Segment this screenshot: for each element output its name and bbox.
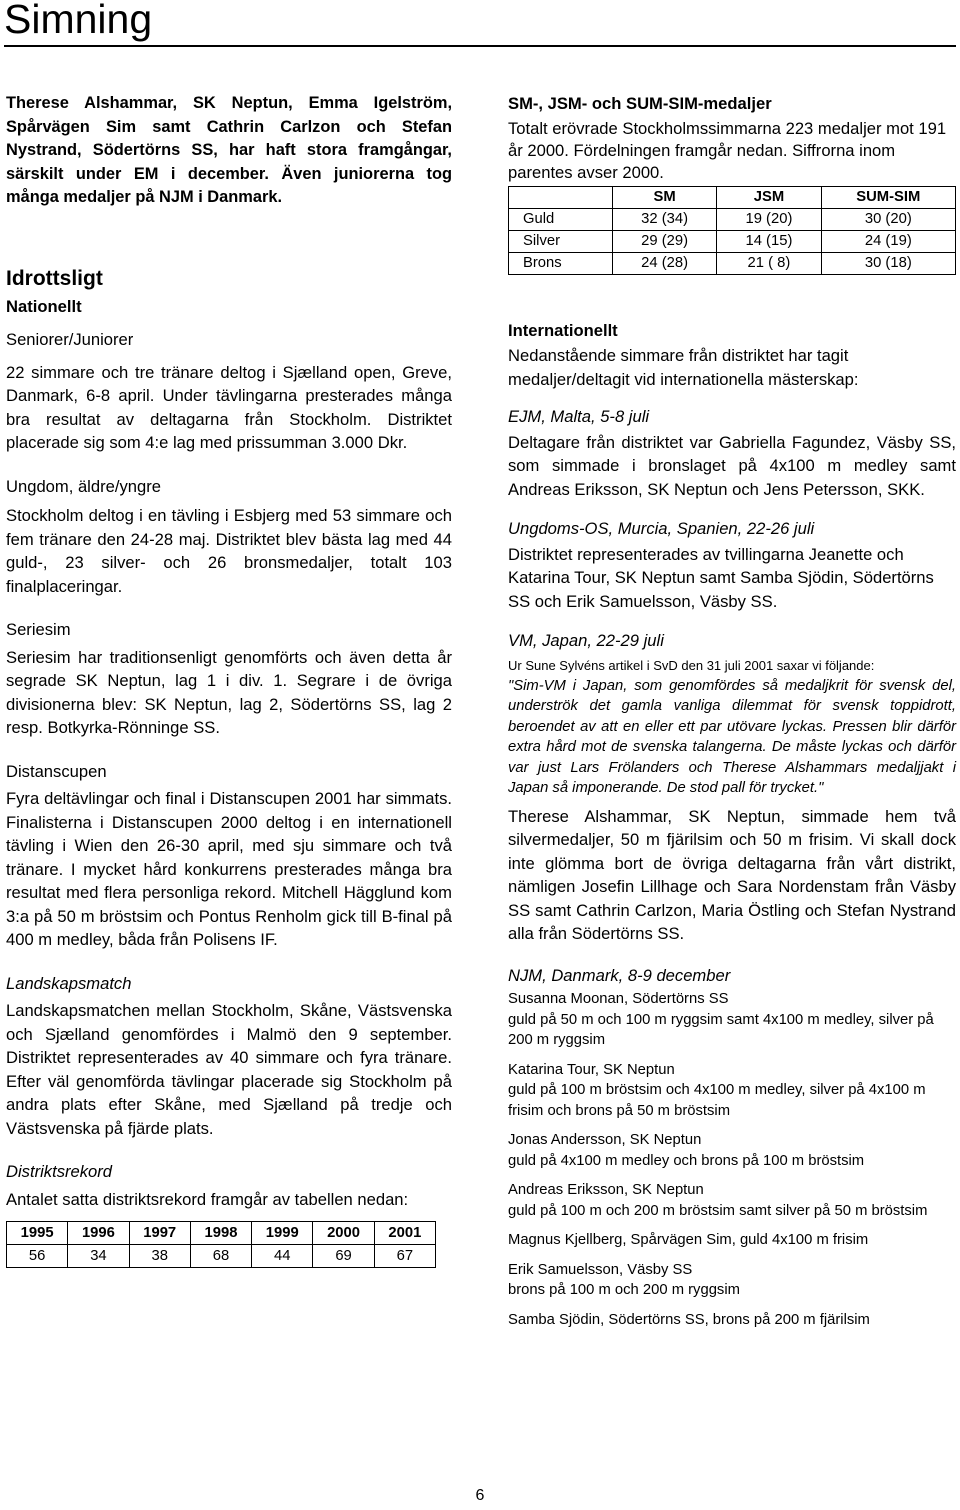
- records-table: [6, 1221, 436, 1268]
- records-year-cell: 1997: [129, 1222, 190, 1245]
- medals-cell: Guld: [509, 208, 613, 230]
- distriktsrekord-text: Antalet satta distriktsrekord framgår av tabellen nedan:: [6, 1189, 409, 1209]
- njm-entry: [508, 1130, 956, 1171]
- records-year-cell: 2000: [313, 1222, 374, 1245]
- medals-cell: 14 (15): [717, 230, 821, 252]
- medals-cell: Brons: [509, 252, 613, 274]
- njm-list: [508, 989, 956, 1330]
- njm-entry-name: Andreas Eriksson, SK Neptun: [508, 1182, 704, 1198]
- medals-table: [508, 186, 956, 275]
- njm-entry-result: guld på 50 m och 100 m ryggsim samt 4x100 m medley, silver på 200 m ryggsim: [508, 1011, 934, 1048]
- section-title: Idrottsligt: [6, 266, 103, 290]
- right-column: [508, 92, 956, 1330]
- medals-row: [509, 252, 956, 274]
- ungdom-text: Stockholm deltog i en tävling i Esbjerg med 53 simmare och fem tränare den 24-28 maj. Distriktet blev bästa lag med 44 guld-, 23 silver- och 26 bronsmedaljer, totalt 103 finalplaceringar.: [6, 506, 452, 596]
- medals-cell: 19 (20): [717, 208, 821, 230]
- medals-row: [509, 208, 956, 230]
- distanscupen-text: Fyra deltävlingar och final i Distanscupen 2001 har simmats. Finalisterna i Distanscupen 2000 deltog i en internationell tävling i Wien den 26-30 april, med sju simmare och två tränare. I mycket hård konkurrens presterades många bra resultat med flera personliga rekord. Mitchell Hägglund kom 3:a på 50 m bröstsim och Pontus Renholm gick till B-final på 400 m medley, båda från Polisens IF.: [6, 789, 452, 950]
- medals-cell: Silver: [509, 230, 613, 252]
- seniorer-text: 22 simmare och tre tränare deltog i Sjælland open, Greve, Danmark, 6-8 april. Under tävlingarna presterades många bra resultat av deltagarna från Stockholm. Distriktet placerade sig som 4:e lag med prissumman 3.000 Dkr.: [6, 362, 452, 453]
- njm-entry-name: Susanna Moonan, Södertörns SS: [508, 991, 729, 1007]
- lead-paragraph: Therese Alshammar, SK Neptun, Emma Igelström, Spårvägen Sim samt Cathrin Carlzon och Stefan Nystrand, Södertörns SS, har haft stora framgångar, särskilt under EM i december. Även juniorerna tog många medaljer på NJM i Danmark.: [6, 94, 452, 207]
- medals-cell: 30 (18): [821, 252, 955, 274]
- njm-entry: [508, 1310, 956, 1331]
- records-year-cell: 1999: [252, 1222, 313, 1245]
- records-year-cell: 1995: [7, 1222, 68, 1245]
- njm-entry-name: Magnus Kjellberg, Spårvägen Sim, guld 4x100 m frisim: [508, 1232, 869, 1248]
- njm-entry-name: Samba Sjödin, Södertörns SS, brons på 200 m fjärilsim: [508, 1311, 870, 1328]
- records-count-cell: 34: [68, 1245, 129, 1268]
- medals-cell: 24 (28): [612, 252, 716, 274]
- internationellt-heading: Internationellt: [508, 320, 618, 340]
- njm-entry-name: Jonas Andersson, SK Neptun: [508, 1132, 702, 1148]
- records-year-cell: 1998: [190, 1222, 251, 1245]
- medals-header-row: [509, 186, 956, 208]
- internationellt-text: Nedanstående simmare från distriktet har tagit medaljer/deltagit vid internationella mästerskap:: [508, 346, 859, 389]
- njm-entry-name: Erik Samuelsson, Väsby SS: [508, 1261, 693, 1278]
- njm-entry: [508, 989, 956, 1051]
- vm-quote: "Sim-VM i Japan, som genomfördes så medaljkrit för svensk del, underströk det gamla vanliga dilemmat för svensk toppidrott, beroendet av att en eller ett par utövare lyckas. Pressen blir därför extra hård mot de svenska talangerna. De måste lyckas och därför var just Lars Frölanders och Therese Alshammars medaljjakt i Japan så imponerande. De stod pall för trycket.": [508, 677, 956, 796]
- seriesim-heading: Seriesim: [6, 620, 71, 640]
- ungdom-heading: Ungdom, äldre/yngre: [6, 476, 161, 496]
- records-year-cell: 1996: [68, 1222, 129, 1245]
- ungdoms-os-heading: Ungdoms-OS, Murcia, Spanien, 22-26 juli: [508, 519, 815, 538]
- medals-header-cell: [509, 186, 613, 208]
- vm-intro: Ur Sune Sylvéns artikel i SvD den 31 juli 2001 saxar vi följande:: [508, 657, 875, 673]
- title-divider: [4, 45, 956, 47]
- ejm-heading: EJM, Malta, 5-8 juli: [508, 407, 650, 426]
- records-count-cell: 38: [129, 1245, 190, 1268]
- ejm-text: Deltagare från distriktet var Gabriella Fagundez, Väsby SS, som simmade i bronslaget på 4x100 m medley samt Andreas Eriksson, SK Neptun och Jens Petersson, SKK.: [508, 432, 956, 499]
- medals-heading: SM-, JSM- och SUM-SIM-medaljer: [508, 94, 772, 113]
- medals-row: [509, 230, 956, 252]
- njm-entry-result: brons på 100 m och 200 m ryggsim: [508, 1282, 740, 1298]
- records-year-cell: 2001: [374, 1222, 435, 1245]
- landskapsmatch-heading: Landskapsmatch: [6, 973, 132, 993]
- page-title: Simning: [4, 0, 153, 42]
- distanscupen-heading: Distanscupen: [6, 761, 107, 781]
- records-count-cell: 69: [313, 1245, 374, 1268]
- medals-text: Totalt erövrade Stockholmssimmarna 223 medaljer mot 191 år 2000. Fördelningen framgår nedan. Siffrorna inom parentes avser 2000.: [508, 118, 947, 182]
- records-count-row: [7, 1245, 436, 1268]
- distriktsrekord-heading: Distriktsrekord: [6, 1162, 113, 1182]
- njm-entry-result: guld på 100 m bröstsim och 4x100 m medley, silver på 4x100 m frisim och brons på 50 m bröstsim: [508, 1082, 926, 1119]
- records-count-cell: 67: [374, 1245, 435, 1268]
- page-number: 6: [475, 1487, 485, 1504]
- vm-text: Therese Alshammar, SK Neptun, simmade hem två silvermedaljer, 50 m fjärilsim och 50 m frisim. Vi skall dock inte glömma bort de övriga deltagarna från vårt distrikt, nämligen Josefin Lillhage och Sara Nordenstam från Väsby SS samt Cathrin Carlzon, Maria Östling och Stefan Nystrand alla från Södertörns SS.: [508, 806, 956, 943]
- njm-entry: [508, 1260, 956, 1301]
- seriesim-text: Seriesim har traditionsenligt genomförts och även detta år segrade SK Neptun, lag 1 i div. 1. Segrare i de övriga divisionerna blev: SK Neptun, lag 2, Södertörns SS, lag 2 resp. Botkyrka-Rönninge SS.: [6, 647, 452, 738]
- medals-cell: 32 (34): [612, 208, 716, 230]
- seniorer-heading: Seniorer/Juniorer: [6, 330, 134, 350]
- njm-entry-result: guld på 4x100 m medley och brons på 100 m bröstsim: [508, 1152, 865, 1169]
- records-count-cell: 68: [190, 1245, 251, 1268]
- records-count-cell: 56: [7, 1245, 68, 1268]
- subsection-title: Nationellt: [6, 296, 82, 316]
- medals-cell: 21 ( 8): [717, 252, 821, 274]
- njm-entry: [508, 1180, 956, 1221]
- left-column: [6, 92, 452, 1268]
- records-year-row: [7, 1222, 436, 1245]
- njm-entry-result: guld på 100 m och 200 m bröstsim samt silver på 50 m bröstsim: [508, 1202, 928, 1219]
- medals-header-cell: JSM: [717, 186, 821, 208]
- medals-cell: 29 (29): [612, 230, 716, 252]
- njm-heading: NJM, Danmark, 8-9 december: [508, 965, 731, 985]
- ungdoms-os-text: Distriktet representerades av tvillingarna Jeanette och Katarina Tour, SK Neptun samt Samba Sjödin, Södertörns SS och Erik Samuelsson, Väsby SS.: [508, 544, 934, 611]
- medals-header-cell: SUM-SIM: [821, 186, 955, 208]
- njm-entry: [508, 1060, 956, 1122]
- medals-cell: 30 (20): [821, 208, 955, 230]
- landskapsmatch-text: Landskapsmatchen mellan Stockholm, Skåne, Västsvenska och Sjælland genomfördes i Malmö den 9 september. Distriktet representerades av 40 simmare och fyra tränare. Efter väl genomförda tävlingar placerade sig Stockholm på andra plats efter Skåne, med Sjælland på tredje och Västsvenska på fjärde plats.: [6, 1001, 452, 1138]
- njm-entry-name: Katarina Tour, SK Neptun: [508, 1061, 675, 1078]
- njm-entry: [508, 1230, 956, 1251]
- medals-header-cell: SM: [612, 186, 716, 208]
- medals-cell: 24 (19): [821, 230, 955, 252]
- records-count-cell: 44: [252, 1245, 313, 1268]
- vm-heading: VM, Japan, 22-29 juli: [508, 631, 664, 650]
